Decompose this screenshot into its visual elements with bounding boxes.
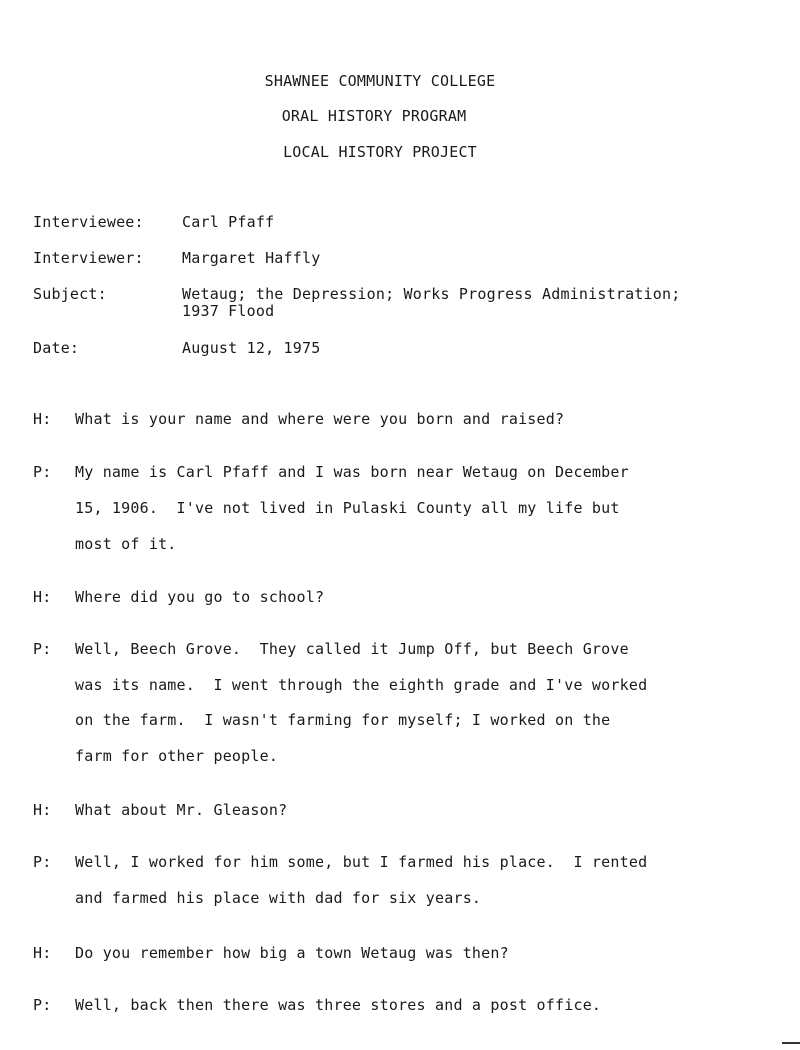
page-edge-mark xyxy=(782,1042,800,1044)
transcript-line: and farmed his place with dad for six years. xyxy=(75,889,482,907)
transcript-line: Do you remember how big a town Wetaug was then? xyxy=(75,944,509,962)
speaker-label: P: xyxy=(33,463,52,481)
program-title: ORAL HISTORY PROGRAM xyxy=(281,107,467,125)
project-title: LOCAL HISTORY PROJECT xyxy=(283,143,477,161)
date-value: August 12, 1975 xyxy=(182,339,321,357)
speaker-label: H: xyxy=(33,944,52,962)
transcript-line: 15, 1906. I've not lived in Pulaski County all my life but xyxy=(75,499,620,517)
transcript-line: on the farm. I wasn't farming for myself; I worked on the xyxy=(75,711,611,729)
speaker-label: P: xyxy=(33,853,52,871)
transcript-line: What is your name and where were you born and raised? xyxy=(75,410,565,428)
interviewer-value: Margaret Haffly xyxy=(182,249,321,267)
transcript-line: What about Mr. Gleason? xyxy=(75,801,288,819)
transcript-line: was its name. I went through the eighth grade and I've worked xyxy=(75,676,648,694)
transcript-line: Well, Beech Grove. They called it Jump Off, but Beech Grove xyxy=(75,640,629,658)
subject-value-line-1: Wetaug; the Depression; Works Progress Administration; xyxy=(182,285,681,303)
interviewee-value: Carl Pfaff xyxy=(182,213,275,231)
transcript-line: Well, I worked for him some, but I farmed his place. I rented xyxy=(75,853,648,871)
transcript-line: Where did you go to school? xyxy=(75,588,325,606)
college-title: SHAWNEE COMMUNITY COLLEGE xyxy=(264,72,496,90)
transcript-line: most of it. xyxy=(75,535,177,553)
subject-value-line-2: 1937 Flood xyxy=(182,302,275,320)
speaker-label: H: xyxy=(33,410,52,428)
interviewer-label: Interviewer: xyxy=(33,249,144,267)
transcript-line: Well, back then there was three stores and a post office. xyxy=(75,996,602,1014)
speaker-label: H: xyxy=(33,588,52,606)
speaker-label: H: xyxy=(33,801,52,819)
interviewee-label: Interviewee: xyxy=(33,213,144,231)
subject-label: Subject: xyxy=(33,285,107,303)
speaker-label: P: xyxy=(33,996,52,1014)
transcript-line: My name is Carl Pfaff and I was born near Wetaug on December xyxy=(75,463,629,481)
speaker-label: P: xyxy=(33,640,52,658)
date-label: Date: xyxy=(33,339,80,357)
transcript-line: farm for other people. xyxy=(75,747,279,765)
